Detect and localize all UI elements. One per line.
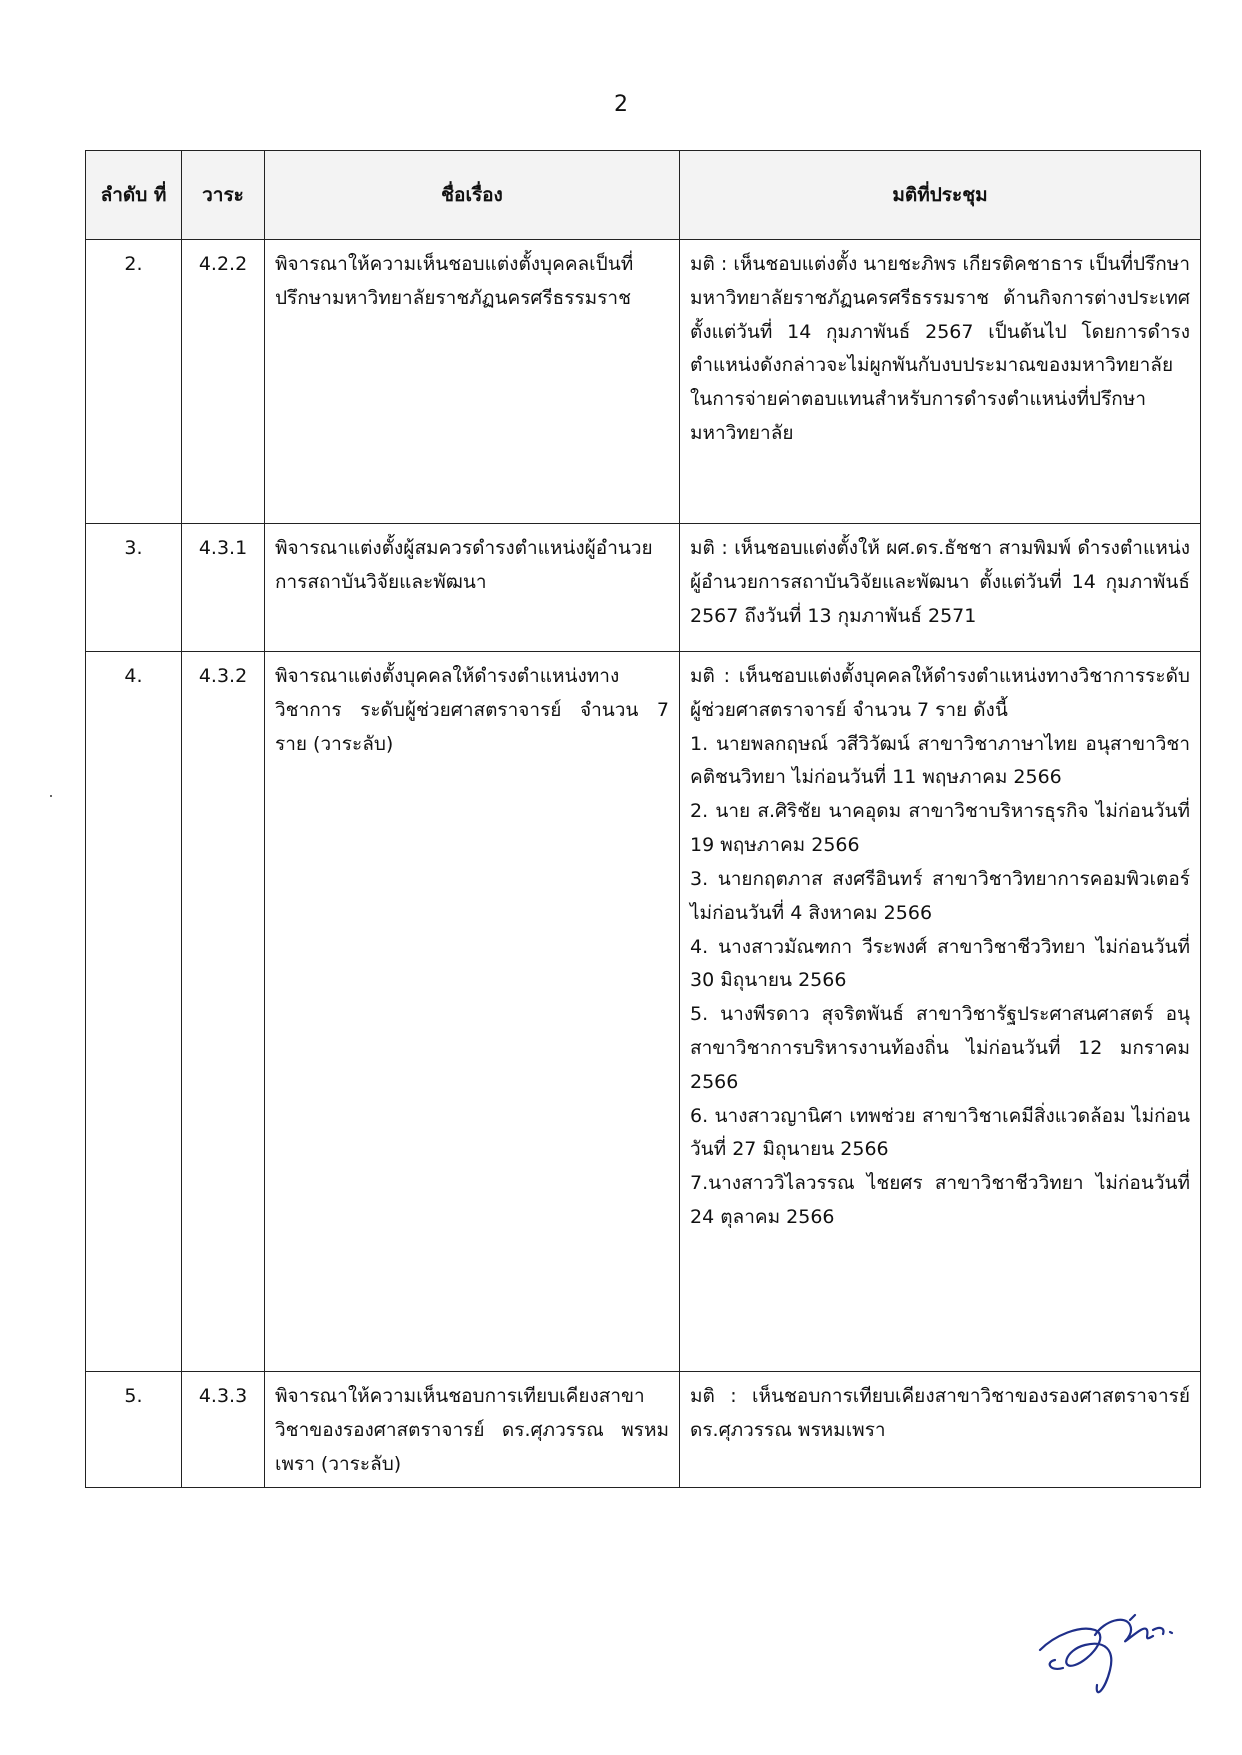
page-number: 2 [614, 92, 628, 117]
subject-cell: พิจารณาให้ความเห็นชอบแต่งตั้งบุคคลเป็นที่ปรึกษามหาวิทยาลัยราชภัฏนครศรีธรรมราช [265, 240, 680, 524]
resolution-text: มติ : เห็นชอบแต่งตั้ง นายชะภิพร เกียรติคชาธาร เป็นที่ปรึกษามหาวิทยาลัยราชภัฏนครศรีธรรมราช ด้านกิจการต่างประเทศ ตั้งแต่วันที่ 14 กุมภาพันธ์ 2567 เป็นต้นไป โดยการดำรงตำแหน่งดังกล่าวจะไม่ผูกพันกับงบประมาณของมหาวิทยาลัยในการจ่ายค่าตอบแทนสำหรับการดำรงตำแหน่งที่ปรึกษามหาวิทยาลัย [690, 253, 1190, 445]
appointee-item: 5. นางพีรดาว สุจริตพันธ์ สาขาวิชารัฐประศาสนศาสตร์ อนุสาขาวิชาการบริหารงานท้องถิ่น ไม่ก่อนวันที่ 12 มกราคม 2566 [690, 1003, 1190, 1093]
resolution-text: มติ : เห็นชอบแต่งตั้งให้ ผศ.ดร.ธัชชา สามพิมพ์ ดำรงตำแหน่งผู้อำนวยการสถาบันวิจัยและพัฒนา ตั้งแต่วันที่ 14 กุมภาพันธ์ 2567 ถึงวันที่ 13 กุมภาพันธ์ 2571 [690, 537, 1190, 627]
row-number: 5. [86, 1372, 182, 1488]
agenda-code: 4.3.3 [182, 1372, 265, 1488]
subject-cell: พิจารณาแต่งตั้งบุคคลให้ดำรงตำแหน่งทางวิชาการ ระดับผู้ช่วยศาสตราจารย์ จำนวน 7 ราย (วาระลับ) [265, 652, 680, 1372]
resolution-cell [680, 524, 1201, 652]
row-number: 2. [86, 240, 182, 524]
table-row [86, 240, 1201, 524]
subject-cell: พิจารณาแต่งตั้งผู้สมควรดำรงตำแหน่งผู้อำนวยการสถาบันวิจัยและพัฒนา [265, 524, 680, 652]
appointee-item: 2. นาย ส.ศิริชัย นาคอุดม สาขาวิชาบริหารธุรกิจ ไม่ก่อนวันที่ 19 พฤษภาคม 2566 [690, 800, 1190, 857]
resolution-cell [680, 240, 1201, 524]
row-number: 4. [86, 652, 182, 1372]
resolution-text: มติ : เห็นชอบแต่งตั้งบุคคลให้ดำรงตำแหน่งทางวิชาการระดับผู้ช่วยศาสตราจารย์ จำนวน 7 ราย ดังนี้ [690, 665, 1190, 721]
header-agenda: วาระ [182, 151, 265, 240]
meeting-resolutions-table [85, 150, 1201, 1488]
header-subject: ชื่อเรื่อง [265, 151, 680, 240]
appointee-item: 7.นางสาววิไลวรรณ ไชยศร สาขาวิชาชีววิทยา ไม่ก่อนวันที่ 24 ตุลาคม 2566 [690, 1172, 1190, 1228]
header-resolution: มติที่ประชุม [680, 151, 1201, 240]
appointee-item: 6. นางสาวญานิศา เทพช่วย สาขาวิชาเคมีสิ่งแวดล้อม ไม่ก่อนวันที่ 27 มิถุนายน 2566 [690, 1104, 1190, 1161]
appointee-item: 4. นางสาวมัณฑกา วีระพงศ์ สาขาวิชาชีววิทยา ไม่ก่อนวันที่ 30 มิถุนายน 2566 [690, 935, 1190, 992]
row-number: 3. [86, 524, 182, 652]
appointee-item: 1. นายพลกฤษณ์ วสีวิวัฒน์ สาขาวิชาภาษาไทย อนุสาขาวิชาคติชนวิทยา ไม่ก่อนวันที่ 11 พฤษภาคม 2566 [690, 732, 1190, 789]
table-row [86, 524, 1201, 652]
subject-cell: พิจารณาให้ความเห็นชอบการเทียบเคียงสาขาวิชาของรองศาสตราจารย์ ดร.ศุภวรรณ พรหมเพรา (วาระลับ) [265, 1372, 680, 1488]
header-no: ลำดับ ที่ [86, 151, 182, 240]
agenda-code: 4.3.1 [182, 524, 265, 652]
agenda-code: 4.3.2 [182, 652, 265, 1372]
table-row [86, 1372, 1201, 1488]
resolution-text: มติ : เห็นชอบการเทียบเคียงสาขาวิชาของรองศาสตราจารย์ ดร.ศุภวรรณ พรหมเพรา [690, 1385, 1190, 1441]
table-header-row [86, 151, 1201, 240]
scan-speck [50, 795, 52, 797]
resolution-cell [680, 1372, 1201, 1488]
table-row [86, 652, 1201, 1372]
signature-image [1035, 1590, 1185, 1705]
agenda-code: 4.2.2 [182, 240, 265, 524]
table-body [86, 240, 1201, 1488]
appointee-item: 3. นายกฤตภาส สงศรีอินทร์ สาขาวิชาวิทยาการคอมพิวเตอร์ ไม่ก่อนวันที่ 4 สิงหาคม 2566 [690, 867, 1190, 924]
resolution-cell [680, 652, 1201, 1372]
